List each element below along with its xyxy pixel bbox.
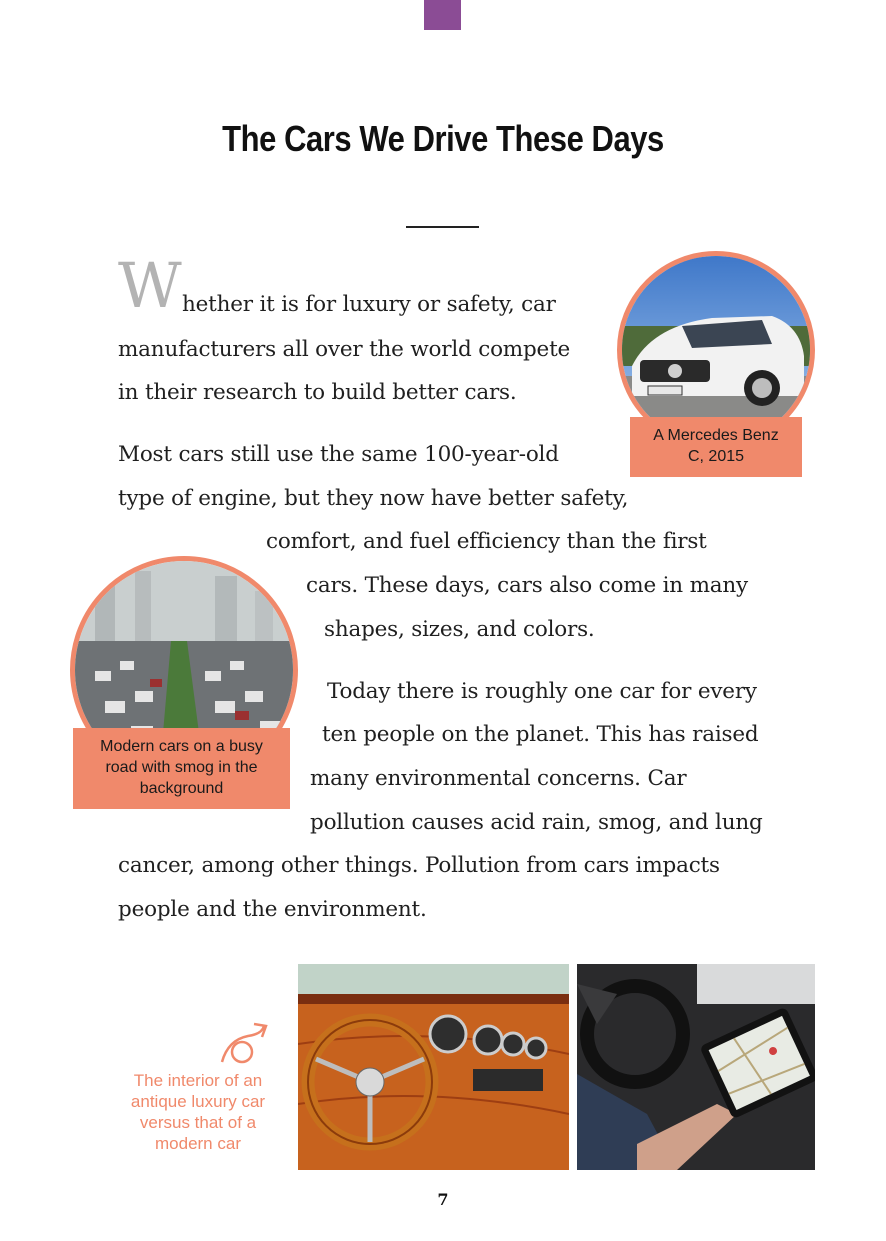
body-line: people and the environment. bbox=[118, 897, 427, 922]
body-line: ten people on the planet. This has raised bbox=[322, 722, 759, 747]
caption-line: antique luxury car bbox=[130, 1092, 266, 1111]
body-line: hether it is for luxury or safety, car bbox=[182, 292, 556, 317]
antique-interior-photo bbox=[298, 964, 569, 1170]
body-line: manufacturers all over the world compete bbox=[118, 337, 571, 362]
body-line: cancer, among other things. Pollution from cars impacts bbox=[118, 853, 720, 878]
caption-line: modern car bbox=[155, 1134, 241, 1153]
body-line: in their research to build better cars. bbox=[118, 380, 517, 405]
caption-line: road with smog in the bbox=[105, 759, 258, 776]
body-line: cars. These days, cars also come in many bbox=[306, 573, 748, 598]
caption-line: versus that of a bbox=[139, 1113, 257, 1132]
body-line: comfort, and fuel efficiency than the first bbox=[266, 529, 707, 554]
drop-cap: W bbox=[118, 249, 182, 322]
body-line: type of engine, but they now have better safety, bbox=[118, 486, 629, 511]
mercedes-caption bbox=[630, 417, 802, 477]
caption-line: Modern cars on a busy bbox=[100, 738, 263, 755]
interior-caption bbox=[118, 1070, 278, 1154]
caption-line: C, 2015 bbox=[687, 448, 745, 465]
caption-line: The interior of an bbox=[133, 1071, 263, 1090]
page-number: 7 bbox=[437, 1190, 449, 1209]
modern-interior-photo bbox=[577, 964, 815, 1170]
caption-line: A Mercedes Benz bbox=[653, 427, 779, 444]
body-line: pollution causes acid rain, smog, and lung bbox=[310, 810, 763, 835]
title-divider bbox=[406, 226, 479, 228]
page-title: The Cars We Drive These Days bbox=[222, 118, 664, 159]
body-line: shapes, sizes, and colors. bbox=[324, 617, 595, 642]
traffic-caption bbox=[73, 728, 290, 809]
body-line: many environmental concerns. Car bbox=[310, 766, 687, 791]
chapter-tab bbox=[424, 0, 461, 30]
curved-arrow-icon bbox=[218, 1022, 270, 1066]
body-line: Today there is roughly one car for every bbox=[327, 679, 757, 704]
body-line: Most cars still use the same 100-year-old bbox=[118, 442, 559, 467]
caption-line: background bbox=[139, 780, 224, 797]
